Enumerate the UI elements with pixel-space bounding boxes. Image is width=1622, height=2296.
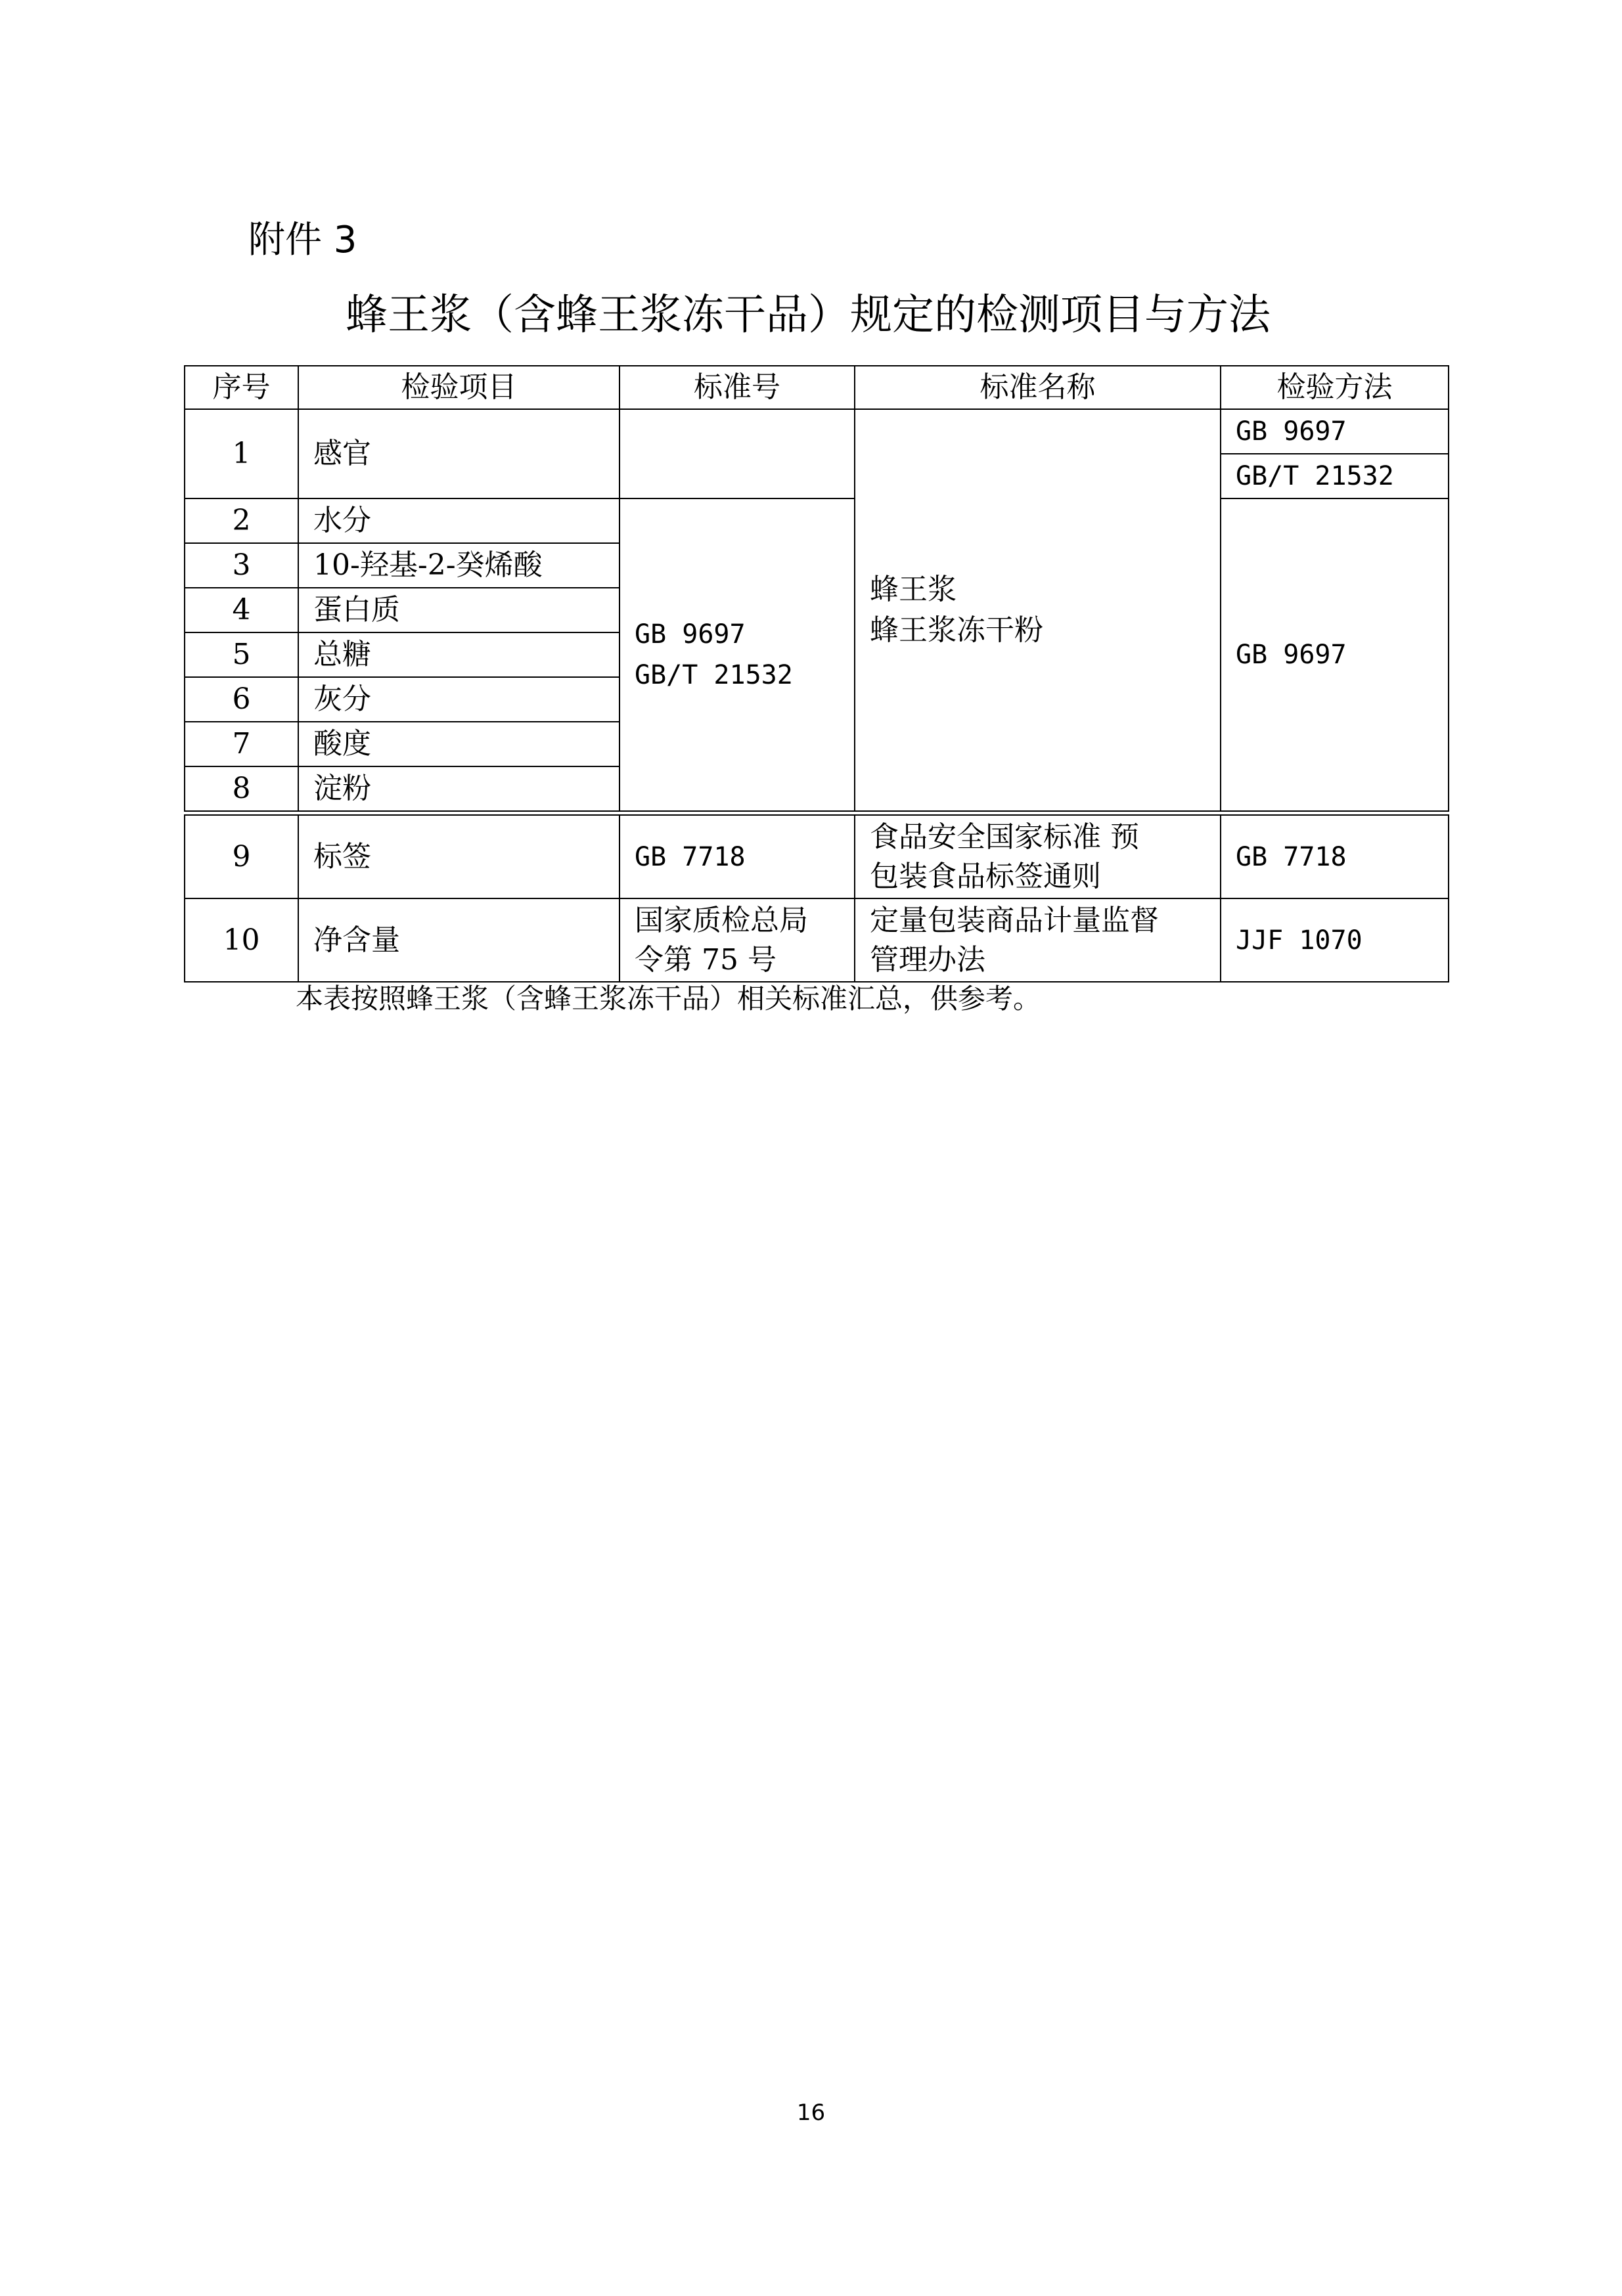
row-no: 3 xyxy=(185,543,298,588)
row-item: 淀粉 xyxy=(298,766,620,811)
table-row xyxy=(185,498,1449,543)
standards-table xyxy=(184,365,1449,812)
row10-standard-no-line: 国家质检总局 xyxy=(635,903,808,937)
page-number: 16 xyxy=(796,2100,826,2126)
table-note: 本表按照蜂王浆（含蜂王浆冻干品）相关标准汇总，供参考。 xyxy=(296,982,1041,1015)
row10-standard-name-line: 管理办法 xyxy=(870,942,985,977)
row-item: 标签 xyxy=(298,815,620,898)
row10-standard-no xyxy=(620,898,855,982)
row-no: 9 xyxy=(185,815,298,898)
row-no: 5 xyxy=(185,632,298,677)
row9-standard-name xyxy=(855,815,1221,898)
row9-standard-no: GB 7718 xyxy=(620,815,855,898)
row-no: 10 xyxy=(185,898,298,982)
row-item: 灰分 xyxy=(298,677,620,722)
row-no: 8 xyxy=(185,766,298,811)
row-item: 总糖 xyxy=(298,632,620,677)
header-standard-no: 标准号 xyxy=(620,366,855,409)
row10-method: JJF 1070 xyxy=(1221,898,1449,982)
row10-standard-name xyxy=(855,898,1221,982)
group-standard-name xyxy=(855,409,1221,811)
sensory-method: GB/T 21532 xyxy=(1221,454,1449,498)
row-item: 酸度 xyxy=(298,722,620,766)
table-row xyxy=(185,898,1449,982)
row-no: 1 xyxy=(185,409,298,498)
row-no: 7 xyxy=(185,722,298,766)
row-no: 4 xyxy=(185,588,298,632)
row9-method: GB 7718 xyxy=(1221,815,1449,898)
group-standard-name-line: 蜂王浆 xyxy=(870,573,957,606)
table-row xyxy=(185,815,1449,898)
row9-standard-name-line: 食品安全国家标准 预 xyxy=(870,820,1139,854)
row-item: 蛋白质 xyxy=(298,588,620,632)
row10-standard-name-line: 定量包装商品计量监督 xyxy=(870,903,1159,937)
header-standard-name: 标准名称 xyxy=(855,366,1221,409)
row-item: 净含量 xyxy=(298,898,620,982)
header-method: 检验方法 xyxy=(1221,366,1449,409)
row-item: 感官 xyxy=(298,409,620,498)
row-item: 10-羟基-2-癸烯酸 xyxy=(298,543,620,588)
row-no: 6 xyxy=(185,677,298,722)
group-standard-no-line: GB/T 21532 xyxy=(635,660,793,690)
attachment-label: 附件 3 xyxy=(248,219,357,261)
standards-table-tail xyxy=(184,814,1449,982)
document-title: 蜂王浆（含蜂王浆冻干品）规定的检测项目与方法 xyxy=(346,291,1271,340)
sensory-standard-no-empty xyxy=(620,409,855,498)
row-item: 水分 xyxy=(298,498,620,543)
group-standard-name-line: 蜂王浆冻干粉 xyxy=(870,613,1043,647)
header-item: 检验项目 xyxy=(298,366,620,409)
table-header-row xyxy=(185,366,1449,409)
sensory-method: GB 9697 xyxy=(1221,409,1449,454)
header-no: 序号 xyxy=(185,366,298,409)
group-method: GB 9697 xyxy=(1221,498,1449,811)
table-row xyxy=(185,409,1449,454)
group-standard-no-line: GB 9697 xyxy=(635,619,746,650)
row9-standard-name-line: 包装食品标签通则 xyxy=(870,859,1101,893)
row10-standard-no-line: 令第 75 号 xyxy=(635,942,777,977)
group-standard-no xyxy=(620,498,855,811)
row-no: 2 xyxy=(185,498,298,543)
